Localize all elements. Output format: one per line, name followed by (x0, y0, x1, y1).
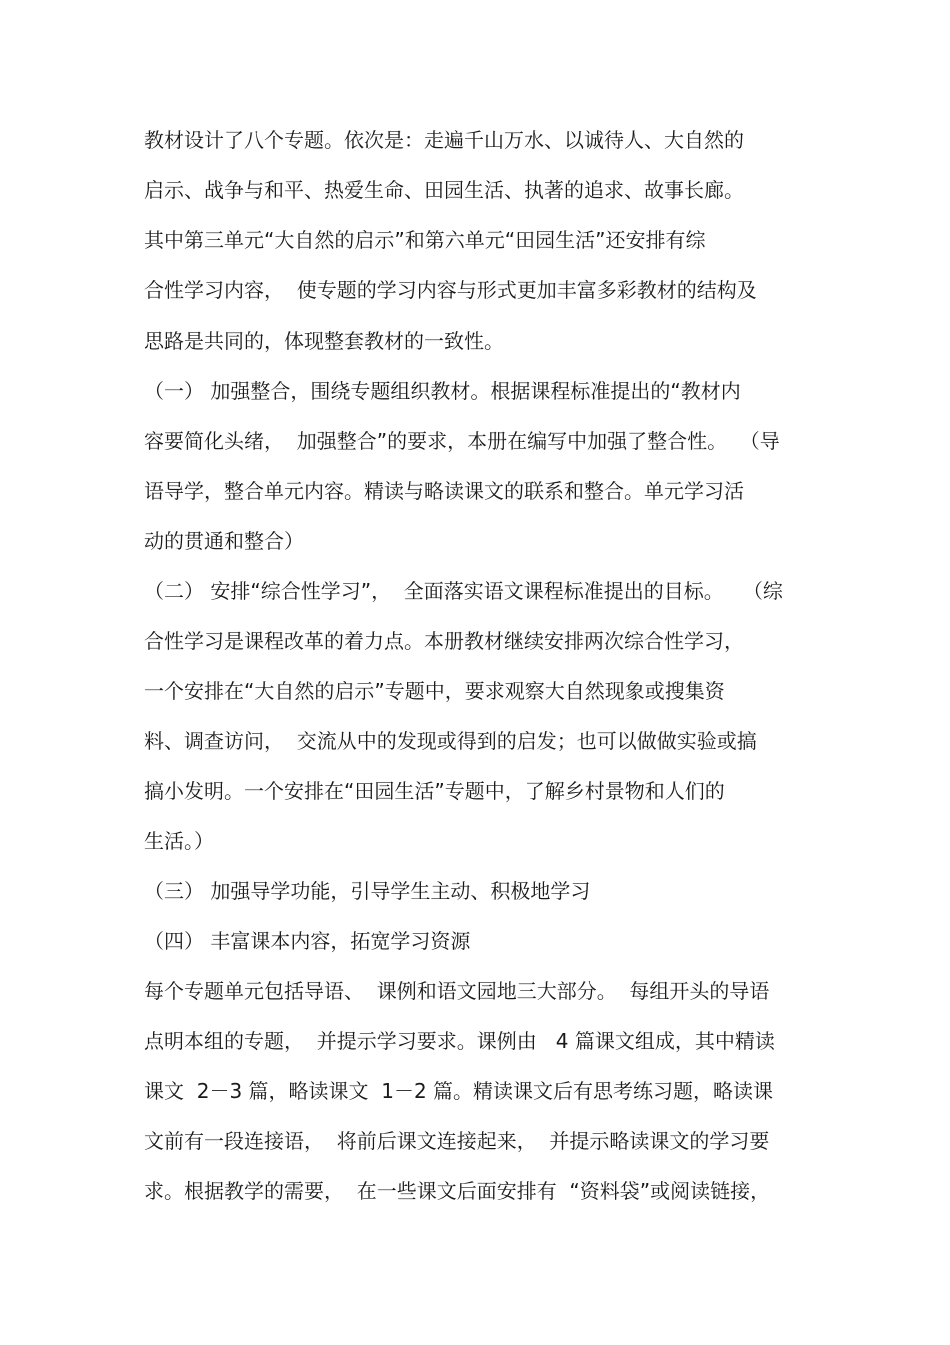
text-line: （四） 丰富课本内容，拓宽学习资源 (144, 929, 471, 953)
text-line: 动的贯通和整合） (144, 529, 304, 553)
text-line: 每个专题单元包括导语、 课例和语文园地三大部分。 每组开头的导语 (144, 979, 770, 1003)
text-line: 料、调查访问， 交流从中的发现或得到的启发；也可以做做实验或搞 (144, 729, 757, 753)
text-line: 教材设计了八个专题。依次是：走遍千山万水、以诚待人、大自然的 (144, 128, 744, 152)
text-line: 思路是共同的，体现整套教材的一致性。 (144, 329, 504, 353)
text-line: 合性学习内容， 使专题的学习内容与形式更加丰富多彩教材的结构及 (144, 278, 757, 302)
text-line: 课文 2－3 篇，略读课文 1－2 篇。精读课文后有思考练习题，略读课 (144, 1079, 774, 1103)
text-line: 点明本组的专题， 并提示学习要求。课例由 4 篇课文组成，其中精读 (144, 1029, 775, 1053)
text-line: （三） 加强导学功能，引导学生主动、积极地学习 (144, 879, 591, 903)
text-line: （二） 安排“综合性学习”， 全面落实语文课程标准提出的目标。 （综 (144, 579, 783, 603)
text-line: 一个安排在“大自然的启示”专题中，要求观察大自然现象或搜集资 (144, 679, 725, 703)
text-line: 搞小发明。一个安排在“田园生活”专题中，了解乡村景物和人们的 (144, 779, 725, 803)
text-line: 生活。） (144, 829, 214, 853)
text-line: 文前有一段连接语， 将前后课文连接起来， 并提示略读课文的学习要 (144, 1129, 770, 1153)
text-line: 启示、战争与和平、热爱生命、田园生活、执著的追求、故事长廊。 (144, 178, 744, 202)
text-line: 合性学习是课程改革的着力点。本册教材继续安排两次综合性学习， (144, 629, 744, 653)
text-line: 语导学，整合单元内容。精读与略读课文的联系和整合。单元学习活 (144, 479, 744, 503)
text-line: 容要简化头绪， 加强整合”的要求，本册在编写中加强了整合性。 （导 (144, 429, 780, 453)
text-line: 求。根据教学的需要， 在一些课文后面安排有 “资料袋”或阅读链接， (144, 1179, 771, 1203)
text-line: （一） 加强整合，围绕专题组织教材。根据课程标准提出的“教材内 (144, 379, 741, 403)
text-line: 其中第三单元“大自然的启示”和第六单元“田园生活”还安排有综 (144, 228, 706, 252)
